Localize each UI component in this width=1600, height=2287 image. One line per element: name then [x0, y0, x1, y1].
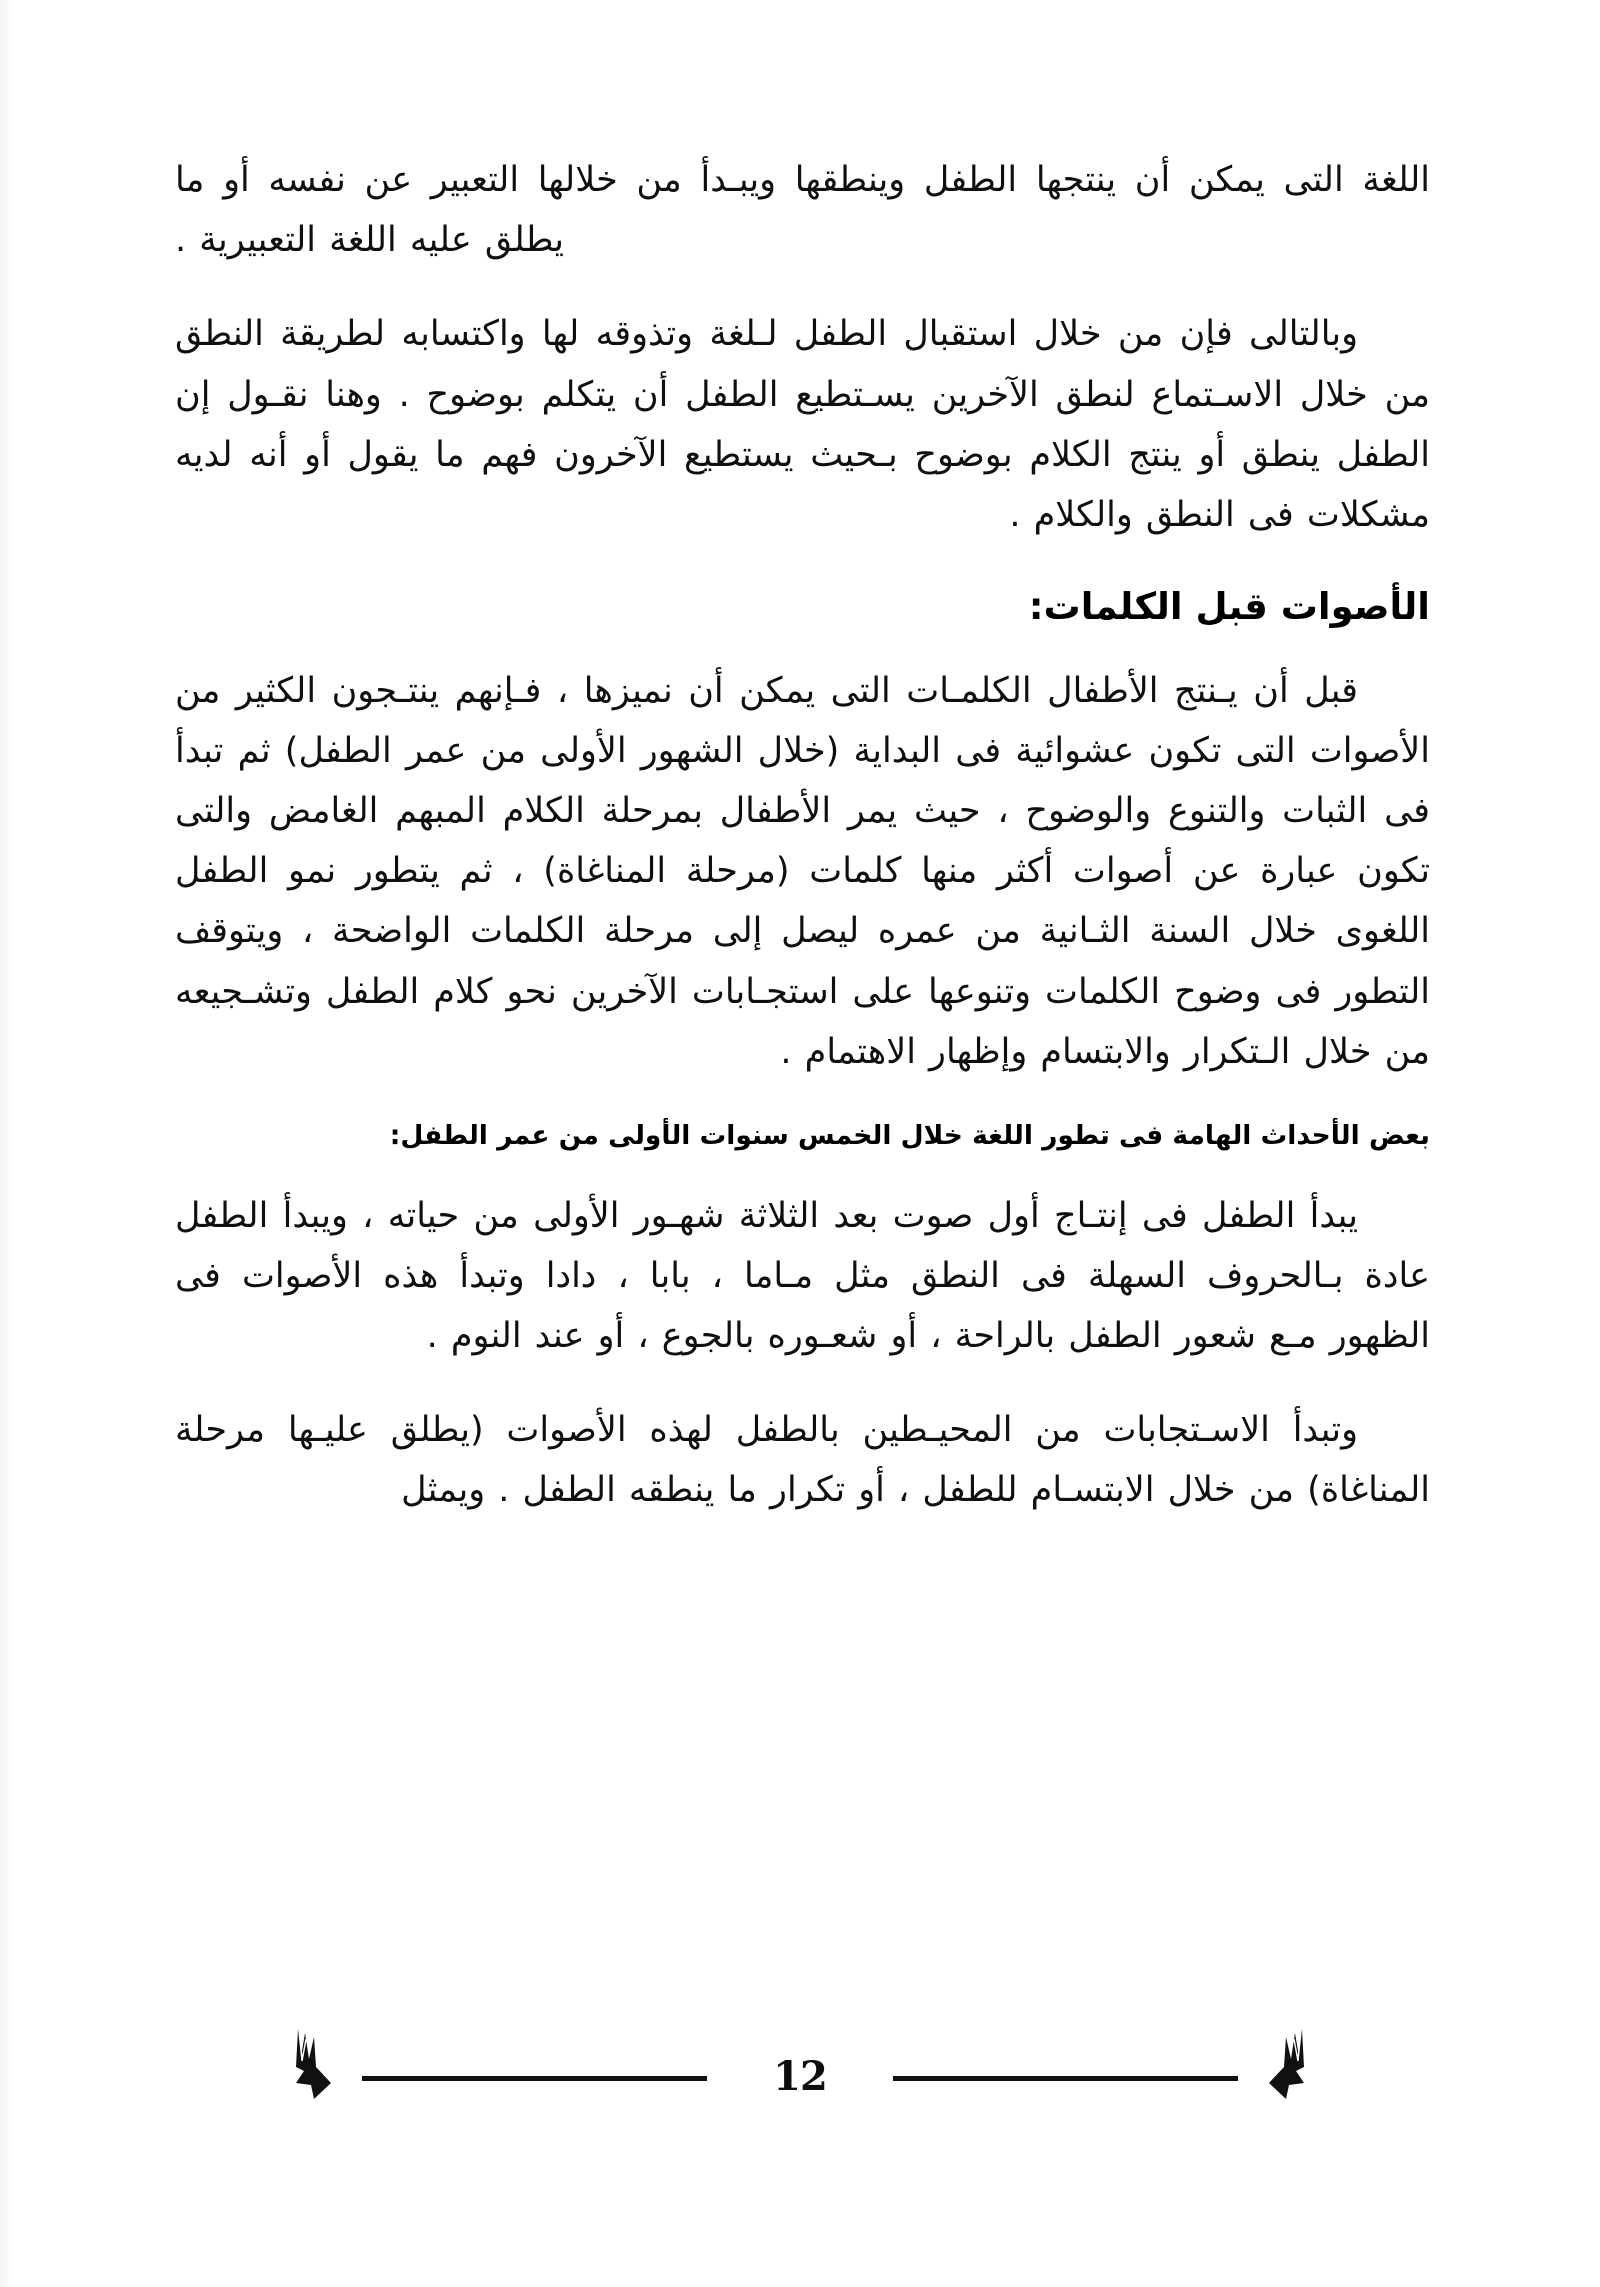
paragraph-3: قبل أن يـنتج الأطفال الكلمـات التى يمكن أن نميزها ، فـإنهم ينتـجون الكثير من الأصوات التى تكون عشوائية فى البداية (خلال الشهور الأولى من عمر الطفل) ثم تبدأ فى الثبات والتنوع والوضوح ، حيث يمر الأطفال بمرحلة الكلام المبهم الغامض والتى تكون عبارة عن أصوات أكثر منها كلمات (مرحلة المناغاة) ، ثم يتطور نمو الطفل اللغوى خلال السنة الثـانية من عمره ليصل إلى مرحلة الكلمات الواضحة ، ويتوقف التطور فى وضوح الكلمات وتنوعها على استجـابات الآخرين نحو كلام الطفل وتشـجيعه من خلال الـتكرار والابتسام وإظهار الاهتمام . [175, 670, 1430, 1072]
page-footer [0, 2019, 1600, 2109]
scan-edge-shadow [0, 0, 14, 2287]
arrow-ornament-right-icon [1264, 2027, 1310, 2101]
paragraph-1: اللغة التى يمكن أن ينتجها الطفل وينطقها ويبـدأ من خلالها التعبير عن نفسه أو ما يطلق عليه اللغة التعبيرية . [175, 160, 1430, 261]
page-content [175, 150, 1430, 1555]
section-heading-sounds-before-words: الأصوات قبل الكلمات: [1028, 585, 1430, 629]
paragraph-2: وبالتالى فإن من خلال استقبال الطفل لـلغة وتذوقه لها واكتسابه لطريقة النطق من خلال الاسـتماع لنطق الآخرين يسـتطيع الطفل أن يتكلم بوضوح . وهنا نقـول إن الطفل ينطق أو ينتج الكلام بوضوح بـحيث يستطيع الآخرون فهم ما يقول أو أنه لديه مشكلات فى النطق والكلام . [175, 314, 1430, 535]
paragraph-4: يبدأ الطفل فى إنتـاج أول صوت بعد الثلاثة شهـور الأولى من حياته ، ويبدأ الطفل عادة بـالحروف السهلة فى النطق مثل مـاما ، بابا ، دادا وتبدأ هذه الأصوات فى الظهور مـع شعور الطفل بالراحة ، أو شعـوره بالجوع ، أو عند النوم . [175, 1195, 1430, 1357]
footer-rule-left [362, 2076, 707, 2081]
subsection-heading-important-events: بعض الأحداث الهامة فى تطور اللغة خلال الخمس سنوات الأولى من عمر الطفل: [389, 1119, 1430, 1151]
arrow-ornament-left-icon [290, 2027, 336, 2101]
footer-rule-right [893, 2076, 1238, 2081]
paragraph-5: وتبدأ الاسـتجابات من المحيـطين بالطفل لهذه الأصوات (يطلق عليـها مرحلة المناغاة) من خلال الابتسـام للطفل ، أو تكرار ما ينطقه الطفل . ويمثل [175, 1410, 1430, 1511]
footer-ornament-row [200, 2027, 1400, 2101]
page-number: 12 [773, 2052, 827, 2100]
